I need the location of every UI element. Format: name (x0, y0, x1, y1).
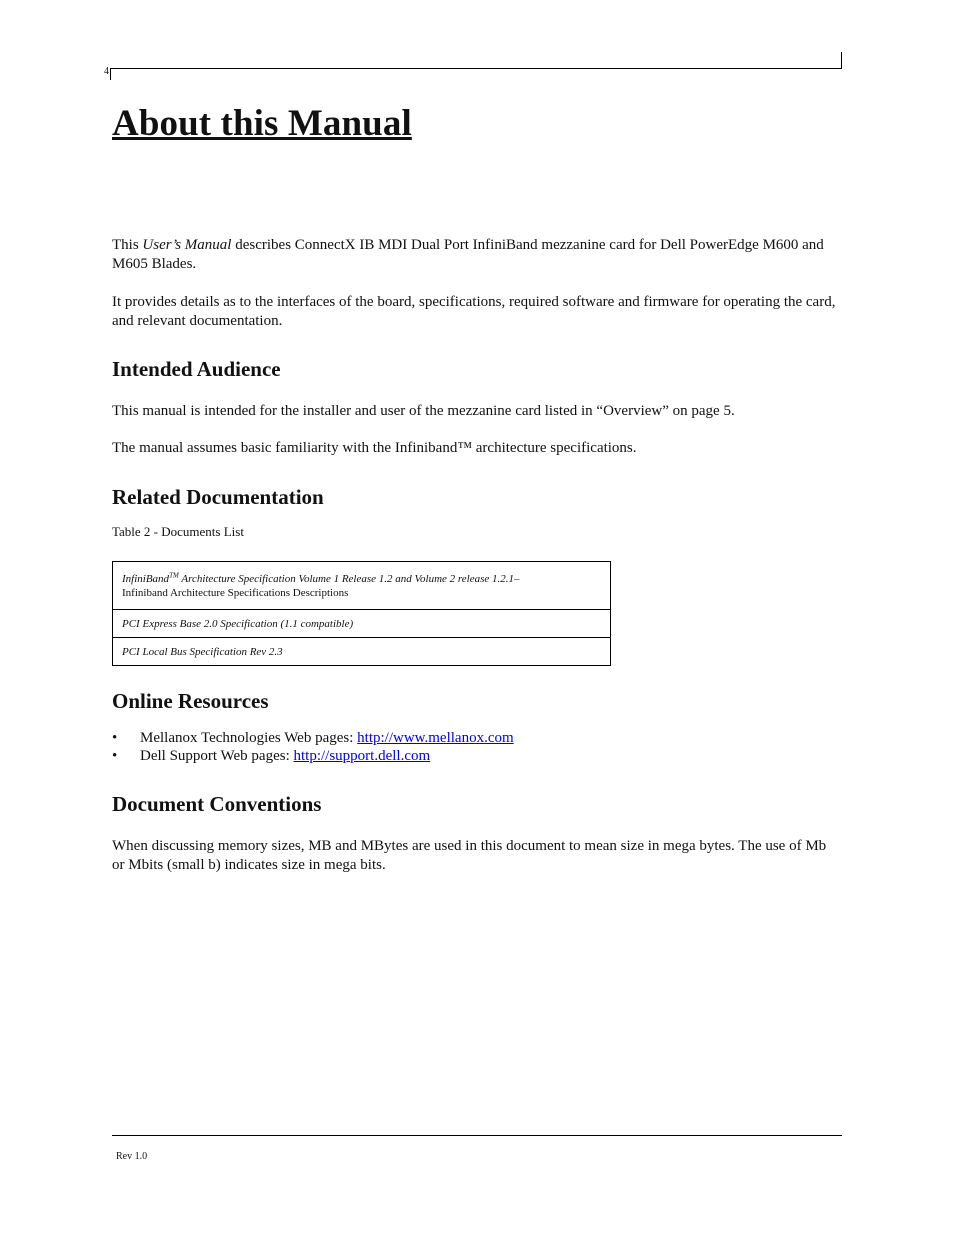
intended-audience-paragraph-1: This manual is intended for the installer and user of the mezzanine card listed in “Overview” on page 5. (112, 403, 735, 419)
document-title (122, 572, 601, 586)
intro-paragraph-2: It provides details as to the interfaces of the board, specifications, required software and firmware for operating the card, and relevant documentation. (112, 294, 836, 329)
list-item (112, 747, 832, 765)
resource-label: Mellanox Technologies Web pages: (140, 730, 358, 746)
intro-manual-name: User’s Manual (142, 237, 232, 253)
page-title: About this Manual (112, 103, 412, 144)
document-title-start: InfiniBand (122, 572, 170, 585)
table-row (113, 637, 610, 665)
header-rule-right-tick (841, 52, 842, 69)
trademark-superscript: TM (169, 570, 179, 579)
online-resources-heading: Online Resources (112, 689, 269, 713)
documents-table (112, 561, 611, 666)
dell-support-link[interactable]: http://support.dell.com (293, 748, 431, 764)
footer-rule (112, 1135, 842, 1136)
intended-audience-paragraph-2: The manual assumes basic familiarity with the Infiniband™ architecture specifications. (112, 440, 637, 456)
intended-audience-heading: Intended Audience (112, 357, 281, 381)
document-description: Infiniband Architecture Specifications Descriptions (122, 586, 349, 599)
intro-paragraph-1 (112, 236, 842, 274)
header-rule-left-tick (110, 68, 111, 80)
related-documentation-heading: Related Documentation (112, 485, 324, 509)
document-title-end: Architecture Specification Volume 1 Release 1.2 and Volume 2 release 1.2.1– (178, 572, 520, 585)
bullet-icon: • (112, 748, 118, 764)
page-number: 4 (104, 66, 109, 77)
resource-label: Dell Support Web pages: (140, 748, 294, 764)
intro-text-end: describes ConnectX IB MDI Dual Port InfiniBand mezzanine card for Dell PowerEdge M600 and M605 Blades. (112, 237, 824, 272)
bullet-icon: • (112, 730, 118, 746)
table-caption: Table 2 - Documents List (112, 524, 244, 539)
document-conventions-heading: Document Conventions (112, 792, 322, 816)
list-item (112, 729, 832, 747)
header-rule (110, 68, 842, 69)
footer-revision: Rev 1.0 (116, 1151, 148, 1162)
table-row (113, 609, 610, 637)
online-resources-list (112, 729, 832, 765)
table-row (113, 562, 610, 609)
mellanox-link[interactable]: http://www.mellanox.com (357, 730, 514, 746)
document-conventions-paragraph: When discussing memory sizes, MB and MBytes are used in this document to mean size in mega bytes. The use of Mb or Mbits (small b) indicates size in mega bits. (112, 838, 827, 873)
document-title: PCI Express Base 2.0 Specification (1.1 compatible) (122, 617, 354, 630)
document-title: PCI Local Bus Specification Rev 2.3 (122, 645, 283, 658)
intro-text-start: This (112, 237, 143, 253)
